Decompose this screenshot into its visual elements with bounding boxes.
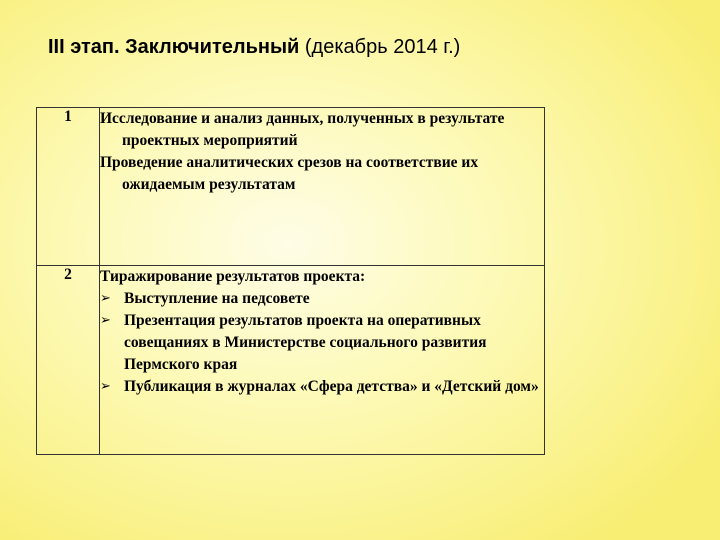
paragraph: Проведение аналитических срезов на соответствие их ожидаемым результатам bbox=[100, 154, 479, 193]
row-content bbox=[100, 108, 545, 266]
list-item-text: Презентация результатов проекта на оперативных совещаниях в Министерстве социального развития Пермского края bbox=[124, 312, 487, 373]
arrowhead-bullet-icon: ➢ bbox=[100, 379, 111, 394]
paragraph: Исследование и анализ данных, полученных в результате проектных мероприятий bbox=[100, 110, 505, 149]
table-row bbox=[37, 108, 545, 266]
bullet-list bbox=[100, 288, 544, 398]
row-number: 2 bbox=[37, 266, 100, 455]
list-item-text: Публикация в журналах «Сфера детства» и «Детский дом» bbox=[124, 378, 539, 395]
row-content bbox=[100, 266, 545, 455]
row-heading: Тиражирование результатов проекта: bbox=[100, 268, 366, 285]
slide-title bbox=[48, 36, 460, 59]
arrowhead-bullet-icon: ➢ bbox=[100, 291, 111, 306]
title-period: (декабрь 2014 г.) bbox=[299, 36, 461, 58]
list-item bbox=[100, 288, 544, 310]
list-item bbox=[100, 310, 544, 376]
arrowhead-bullet-icon: ➢ bbox=[100, 313, 111, 328]
title-stage: III этап. Заключительный bbox=[48, 36, 300, 58]
list-item-text: Выступление на педсовете bbox=[124, 290, 310, 307]
list-item bbox=[100, 376, 544, 398]
stages-table bbox=[36, 107, 545, 455]
table-row bbox=[37, 266, 545, 455]
row-number: 1 bbox=[37, 108, 100, 266]
